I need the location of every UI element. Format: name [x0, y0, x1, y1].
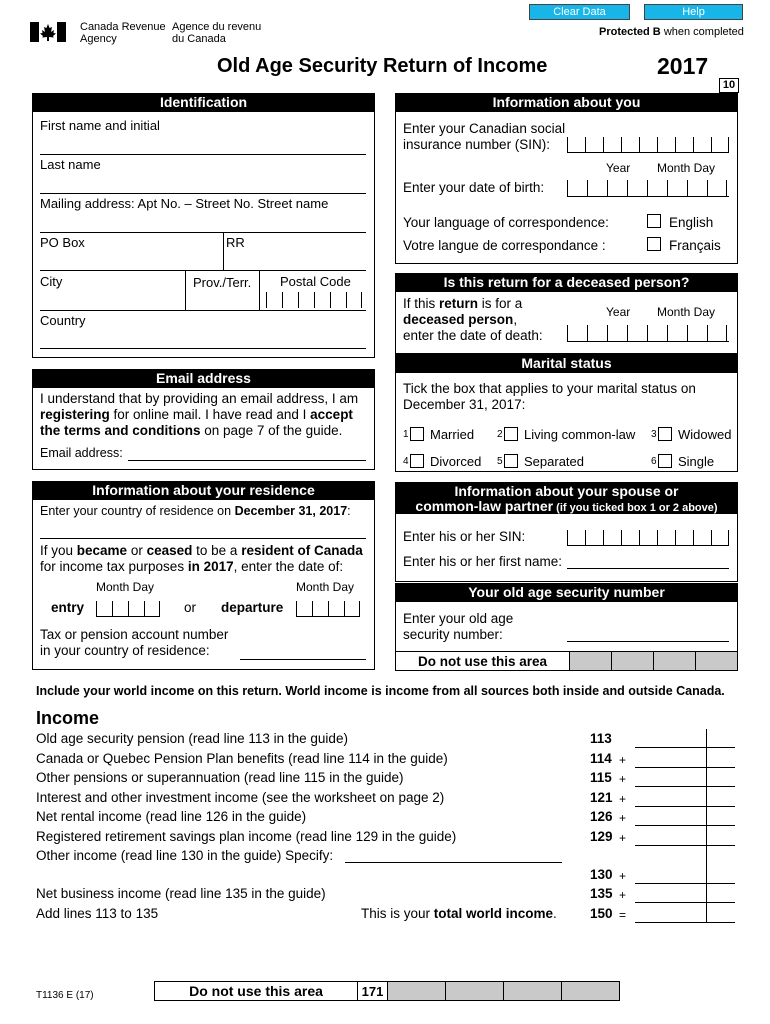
other-income-label: Other income (read line 130 in the guide) Specify: — [36, 848, 334, 863]
rc-t2: or — [127, 543, 147, 558]
form-year: 2017 — [657, 53, 709, 79]
marital-text — [403, 381, 696, 413]
last-name-label: Last name — [40, 157, 101, 172]
tax-account-line2: in your country of residence: — [40, 643, 210, 658]
tax-account-line1: Tax or pension account number — [40, 627, 229, 642]
line-135-op: + — [619, 888, 627, 902]
francais-label: Français — [669, 238, 721, 253]
income-line-label: Canada or Quebec Pension Plan benefits (read line 114 in the guide) — [36, 751, 448, 766]
footer-dnu-code: 171 — [357, 982, 387, 1000]
dec-person: deceased person — [403, 312, 514, 327]
agency-en — [80, 21, 166, 45]
postal-code-label: Postal Code — [280, 274, 351, 289]
entry-label: entry — [51, 600, 85, 615]
agency-fr-line1: Agence du revenu — [172, 21, 262, 33]
footer-dnu-cell — [503, 982, 561, 1000]
rc-ceased: ceased — [146, 543, 193, 558]
email-terms-line1: I understand that by providing an email address, I am — [40, 391, 359, 406]
identification-heading: Identification — [32, 93, 375, 112]
rr-label: RR — [226, 235, 245, 250]
spouse-sin-field[interactable] — [567, 530, 729, 546]
line-130-field[interactable] — [635, 883, 735, 884]
deceased-text — [403, 296, 543, 344]
email-terms-conditions: the terms and conditions — [40, 423, 201, 438]
dec-comma: , — [513, 312, 518, 327]
residence-change-line1 — [40, 543, 363, 559]
postal-code-field[interactable] — [266, 292, 362, 308]
marital-text-line1: Tick the box that applies to your marital status on — [403, 381, 696, 396]
marital-option-label: Divorced — [430, 454, 482, 469]
spouse-name-field[interactable] — [567, 568, 729, 569]
agency-fr-line2: du Canada — [172, 33, 226, 45]
spouse-heading-partner: common-law partner — [415, 498, 554, 514]
marital-text-line2: December 31, 2017: — [403, 397, 526, 412]
lang-fr-label: Votre langue de correspondance : — [403, 238, 606, 253]
oas-label-line1: Enter your old age — [403, 611, 514, 626]
marital-checkbox[interactable] — [658, 454, 672, 468]
email-terms — [40, 391, 358, 439]
income-line-op: + — [619, 811, 627, 825]
income-line-label: Other pensions or superannuation (read line 115 in the guide) — [36, 770, 404, 785]
marital-checkbox[interactable] — [504, 427, 518, 441]
footer-dnu-cell — [387, 982, 445, 1000]
marital-checkbox[interactable] — [410, 454, 424, 468]
protected-b: Protected B — [599, 26, 661, 38]
marital-option-label: Single — [678, 454, 715, 469]
add-lines-label: Add lines 113 to 135 — [36, 906, 159, 921]
oas-label — [403, 611, 513, 643]
dob-month-day-label: Month Day — [657, 161, 716, 175]
line-130-op: + — [619, 869, 627, 883]
residence-country-field[interactable] — [40, 538, 366, 539]
residence-country-colon: : — [347, 504, 351, 518]
total-period: . — [553, 906, 557, 921]
income-line-field[interactable] — [635, 845, 735, 846]
country-field[interactable] — [40, 348, 366, 349]
help-button[interactable]: Help — [644, 4, 743, 20]
departure-label: departure — [221, 600, 284, 615]
marital-checkbox[interactable] — [410, 427, 424, 441]
income-line-op: + — [619, 772, 627, 786]
line-150-op: = — [619, 908, 627, 922]
country-label: Country — [40, 313, 86, 328]
francais-checkbox[interactable] — [647, 237, 661, 251]
dec-t2: is for a — [478, 296, 523, 311]
dod-year-label: Year — [606, 305, 631, 319]
marital-option-number: 5 — [497, 456, 503, 467]
first-name-field[interactable] — [40, 154, 366, 155]
business-income-label: Net business income (read line 135 in the guide) — [36, 886, 326, 901]
marital-option-number: 3 — [651, 429, 657, 440]
agency-en-line2: Agency — [80, 33, 117, 45]
rc-t5: , enter the date of: — [233, 559, 344, 574]
income-line-op: + — [619, 831, 627, 845]
footer-do-not-use-area — [154, 981, 620, 1001]
income-line-label: Old age security pension (read line 113 in the guide) — [36, 731, 348, 746]
or-label: or — [184, 600, 197, 615]
income-line-field[interactable] — [635, 806, 735, 807]
deceased-line2 — [403, 312, 543, 328]
email-terms-line3 — [40, 423, 358, 439]
oas-heading: Your old age security number — [395, 583, 738, 602]
spouse-panel — [395, 514, 738, 582]
entry-date-baseline — [96, 616, 160, 617]
line-135-field[interactable] — [635, 902, 735, 903]
po-box-label: PO Box — [40, 235, 85, 250]
dec-t1: If this — [403, 296, 440, 311]
agency-en-line1: Canada Revenue — [80, 21, 166, 33]
mailing-address-label: Mailing address: Apt No. – Street No. Street name — [40, 196, 329, 211]
marital-option-label: Separated — [524, 454, 584, 469]
income-line-op: + — [619, 753, 627, 767]
sin-label — [403, 121, 565, 153]
marital-heading: Marital status — [395, 354, 738, 373]
lang-en-label: Your language of correspondence: — [403, 215, 609, 230]
residence-change-text — [40, 543, 363, 575]
sin-label-line1: Enter your Canadian social — [403, 121, 566, 136]
last-name-field[interactable] — [40, 193, 366, 194]
form-id: T1136 E (17) — [36, 990, 94, 1001]
clear-data-button[interactable]: Clear Data — [529, 4, 630, 20]
line-150-field[interactable] — [635, 922, 735, 923]
form-title: Old Age Security Return of Income — [217, 55, 548, 77]
spouse-name-label: Enter his or her first name: — [403, 554, 563, 569]
dod-field[interactable] — [567, 325, 729, 341]
residence-change-line2 — [40, 559, 363, 575]
email-terms-end: on page 7 of the guide. — [200, 423, 343, 438]
email-terms-line2 — [40, 407, 358, 423]
deceased-heading: Is this return for a deceased person? — [395, 273, 738, 292]
email-field[interactable] — [128, 460, 366, 461]
entry-month-day-label: Month Day — [96, 580, 155, 594]
marital-option-label: Married — [430, 427, 475, 442]
marital-option-number: 1 — [403, 429, 409, 440]
email-terms-mid: for online mail. I have read and I — [109, 407, 311, 422]
line-130-number: 130 — [590, 867, 613, 882]
marital-checkbox[interactable] — [658, 427, 672, 441]
english-label: English — [669, 215, 714, 230]
city-label: City — [40, 274, 63, 289]
prov-label: Prov./Terr. — [193, 275, 252, 290]
oas-dnu-cell — [569, 652, 611, 670]
income-line-field[interactable] — [635, 747, 735, 748]
footer-dnu-cell — [561, 982, 619, 1000]
departure-month-day-label: Month Day — [296, 580, 355, 594]
tax-account-field[interactable] — [240, 659, 366, 660]
dod-month-day-label: Month Day — [657, 305, 716, 319]
protected-suffix: when completed — [663, 26, 744, 38]
total-text: This is your — [361, 906, 434, 921]
sin-label-line2: insurance number (SIN): — [403, 137, 551, 152]
dod-baseline — [567, 341, 729, 342]
line-135-number: 135 — [590, 886, 613, 901]
rc-resident: resident of Canada — [241, 543, 363, 558]
income-amount-divider — [706, 729, 707, 923]
oas-dnu-cell — [653, 652, 695, 670]
residence-country-text: Enter your country of residence on — [40, 504, 235, 518]
income-line-label: Net rental income (read line 126 in the guide) — [36, 809, 307, 824]
dob-label: Enter your date of birth: — [403, 180, 545, 195]
dob-baseline — [567, 196, 729, 197]
email-heading: Email address — [32, 369, 375, 388]
tax-account-label — [40, 627, 228, 659]
oas-label-line2: security number: — [403, 627, 503, 642]
dob-year-label: Year — [606, 161, 631, 175]
oas-do-not-use-area — [395, 651, 738, 671]
city-field[interactable] — [40, 310, 366, 311]
income-line-field[interactable] — [635, 786, 735, 787]
income-line-number: 129 — [590, 829, 613, 844]
box-code: 10 — [719, 78, 739, 93]
marital-option-number: 6 — [651, 456, 657, 467]
entry-date-field[interactable] — [96, 601, 160, 617]
world-income-note: Include your world income on this return. World income is income from all sources both inside and outside Canada. — [36, 684, 725, 698]
prov-postal-divider — [259, 270, 260, 310]
income-line-number: 115 — [590, 770, 612, 785]
spouse-heading — [395, 482, 738, 514]
marital-option-number: 4 — [403, 456, 409, 467]
deceased-line3: enter the date of death: — [403, 328, 543, 343]
departure-date-baseline — [296, 616, 360, 617]
departure-date-field[interactable] — [296, 601, 360, 617]
dec-return: return — [439, 296, 479, 311]
email-registering: registering — [40, 407, 110, 422]
income-line-label: Registered retirement savings plan income (read line 129 in the guide) — [36, 829, 457, 844]
oas-number-field[interactable] — [567, 641, 729, 642]
rc-t3: to be a — [192, 543, 242, 558]
rc-year: in 2017 — [187, 559, 234, 574]
income-line-field[interactable] — [635, 825, 735, 826]
spouse-heading-note: (if you ticked box 1 or 2 above) — [553, 502, 718, 514]
canada-flag-icon — [30, 22, 66, 42]
first-name-label: First name and initial — [40, 118, 160, 133]
income-line-number: 121 — [590, 790, 613, 805]
marital-checkbox[interactable] — [504, 454, 518, 468]
city-prov-divider — [185, 270, 186, 310]
income-line-number: 126 — [590, 809, 613, 824]
po-rr-divider — [223, 232, 224, 270]
residence-heading: Information about your residence — [32, 481, 375, 500]
po-box-rr-field[interactable] — [40, 270, 366, 271]
about-you-heading: Information about you — [395, 93, 738, 112]
marital-option-number: 2 — [497, 429, 503, 440]
income-line-op: + — [619, 792, 627, 806]
other-income-specify-field[interactable] — [345, 862, 562, 863]
oas-dnu-label: Do not use this area — [396, 652, 569, 670]
rc-became: became — [76, 543, 128, 558]
income-line-field[interactable] — [635, 767, 735, 768]
oas-dnu-cell — [611, 652, 653, 670]
marital-option-label: Widowed — [678, 427, 732, 442]
sin-baseline — [567, 152, 729, 153]
spouse-sin-baseline — [567, 545, 729, 546]
income-line-label: Interest and other investment income (see the worksheet on page 2) — [36, 790, 445, 805]
sin-field[interactable] — [567, 137, 729, 153]
income-line-number: 113 — [590, 731, 612, 746]
footer-dnu-label: Do not use this area — [155, 982, 357, 1000]
rc-t1: If you — [40, 543, 77, 558]
email-label: Email address: — [40, 446, 123, 460]
oas-dnu-cell — [695, 652, 737, 670]
total-world-income-label — [361, 906, 557, 921]
agency-fr — [172, 21, 261, 45]
income-line-number: 114 — [590, 751, 612, 766]
total-bold: total world income — [433, 906, 554, 921]
spouse-heading-line1: Information about your spouse or — [454, 483, 679, 499]
mailing-address-field[interactable] — [40, 232, 366, 233]
income-heading: Income — [36, 708, 100, 728]
english-checkbox[interactable] — [647, 214, 661, 228]
deceased-line1 — [403, 296, 543, 312]
residence-country-label — [40, 504, 351, 518]
marital-option-label: Living common-law — [524, 427, 636, 442]
line-150-number: 150 — [590, 906, 613, 921]
email-accept: accept — [310, 407, 353, 422]
spouse-sin-label: Enter his or her SIN: — [403, 529, 526, 544]
footer-dnu-cell — [445, 982, 503, 1000]
residence-country-date: December 31, 2017 — [234, 504, 348, 518]
dob-field[interactable] — [567, 180, 729, 196]
protected-label — [599, 26, 744, 38]
rc-t4: for income tax purposes — [40, 559, 188, 574]
